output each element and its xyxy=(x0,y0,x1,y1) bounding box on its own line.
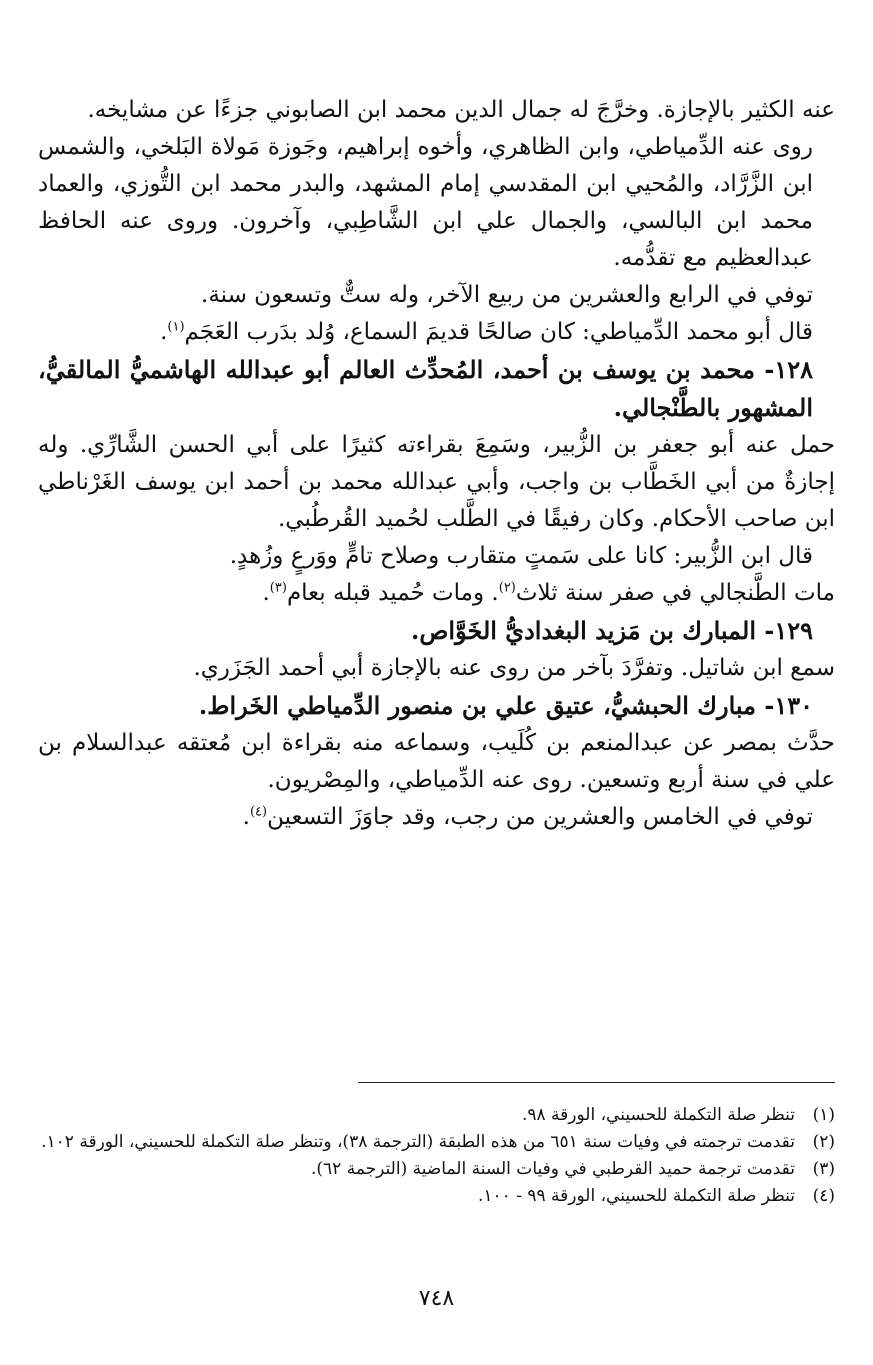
footnote-3 xyxy=(38,1156,835,1183)
paragraph-8: سمع ابن شاتيل. وتفرَّدَ بآخر من روى عنه بالإجازة أبي أحمد الجَزَري. xyxy=(193,655,835,681)
footnote-divider xyxy=(358,1082,835,1083)
paragraph-7-end: . xyxy=(262,580,270,606)
entry-heading-130: ١٣٠- مبارك الحبشيُّ، عتيق علي بن منصور الدِّمياطي الخَراط. xyxy=(198,691,813,720)
footnote-ref-3[interactable]: (٣) xyxy=(269,580,287,596)
paragraph-7 xyxy=(38,575,835,612)
paragraph-1: عنه الكثير بالإجازة. وخرَّجَ له جمال الدين محمد ابن الصابوني جزءًا عن مشايخه. xyxy=(87,97,835,123)
footnote-number: (١) xyxy=(812,1105,835,1125)
paragraph-10-text: توفي في الخامس والعشرين من رجب، وقد جاوَزَ التسعين xyxy=(267,804,813,830)
main-text xyxy=(38,92,835,836)
paragraph-2: روى عنه الدِّمياطي، وابن الظاهري، وأخوه إبراهيم، وجَوزة مَولاة البَلخي، والشمس ابن الزَّرَّاد، والمُحيي ابن المقدسي إمام المشهد، والبدر محمد ابن التُّوزي، والعماد محمد ابن البالسي، والجمال علي ابن الشَّاطِبي، وآخرون. وروى عنه الحافظ عبدالعظيم مع تقدُّمه. xyxy=(38,134,813,271)
paragraph-6: قال ابن الزُّبير: كانا على سَمتٍ متقارب وصلاح تامٍّ ووَرعٍ وزُهدٍ. xyxy=(229,543,813,569)
entry-heading-128: ١٢٨- محمد بن يوسف بن أحمد، المُحدِّث العالم أبو عبدالله الهاشميُّ المالقيُّ، المشهور بالطَّنْجالي. xyxy=(38,355,813,422)
footnote-text: تنظر صلة التكملة للحسيني، الورقة ٩٩ - ١٠٠. xyxy=(477,1186,795,1206)
footnote-4 xyxy=(38,1183,835,1210)
paragraph-7-text-a: مات الطَّنجالي في صفر سنة ثلاث xyxy=(515,580,835,606)
footnote-number: (٣) xyxy=(812,1159,835,1179)
paragraph-10-end: . xyxy=(242,804,250,830)
paragraph-7-text-b: . ومات حُميد قبله بعام xyxy=(286,580,499,606)
paragraph-4 xyxy=(38,314,835,351)
footnote-number: (٤) xyxy=(812,1186,835,1206)
footnote-text: تنظر صلة التكملة للحسيني، الورقة ٩٨. xyxy=(521,1105,795,1125)
footnote-2 xyxy=(38,1129,835,1156)
footnote-ref-2[interactable]: (٢) xyxy=(498,580,516,596)
paragraph-5: حمل عنه أبو جعفر بن الزُّبير، وسَمِعَ بقراءته كثيرًا على أبي الحسن الشَّارِّي. وله إجازةٌ من أبي الخَطَّاب بن واجب، وأبي عبدالله محمد بن أحمد ابن يوسف الغَرْناطي ابن صاحب الأحكام. وكان رفيقًا في الطَّلب لحُميد القُرطُبي. xyxy=(38,432,835,532)
footnote-ref-1[interactable]: (١) xyxy=(167,319,185,335)
paragraph-3: توفي في الرابع والعشرين من ربيع الآخر، وله ستٌّ وتسعون سنة. xyxy=(201,282,813,308)
footnote-1 xyxy=(38,1102,835,1129)
footnotes xyxy=(38,1102,835,1210)
footnote-ref-4[interactable]: (٤) xyxy=(249,804,268,820)
paragraph-4-end: . xyxy=(160,319,168,345)
entry-heading-129: ١٢٩- المبارك بن مَزيد البغداديُّ الخَوَّاص. xyxy=(411,616,813,645)
paragraph-9: حدَّث بمصر عن عبدالمنعم بن كُلَيب، وسماعه منه بقراءة ابن مُعتقه عبدالسلام بن علي في سنة أربع وتسعين. روى عنه الدِّمياطي، والمِصْريون. xyxy=(38,730,835,793)
paragraph-4-text: قال أبو محمد الدِّمياطي: كان صالحًا قديمَ السماع، وُلد بدَرب العَجَم xyxy=(184,319,813,345)
page-number: ٧٤٨ xyxy=(418,1286,455,1311)
footnote-text: تقدمت ترجمة حميد القرطبي في وفيات السنة الماضية (الترجمة ٦٢). xyxy=(310,1159,795,1179)
footnote-text: تقدمت ترجمته في وفيات سنة ٦٥١ من هذه الطبقة (الترجمة ٣٨)، وتنظر صلة التكملة للحسيني، الورقة ١٠٢. xyxy=(41,1132,795,1152)
paragraph-10 xyxy=(38,799,835,836)
footnote-number: (٢) xyxy=(812,1132,835,1152)
